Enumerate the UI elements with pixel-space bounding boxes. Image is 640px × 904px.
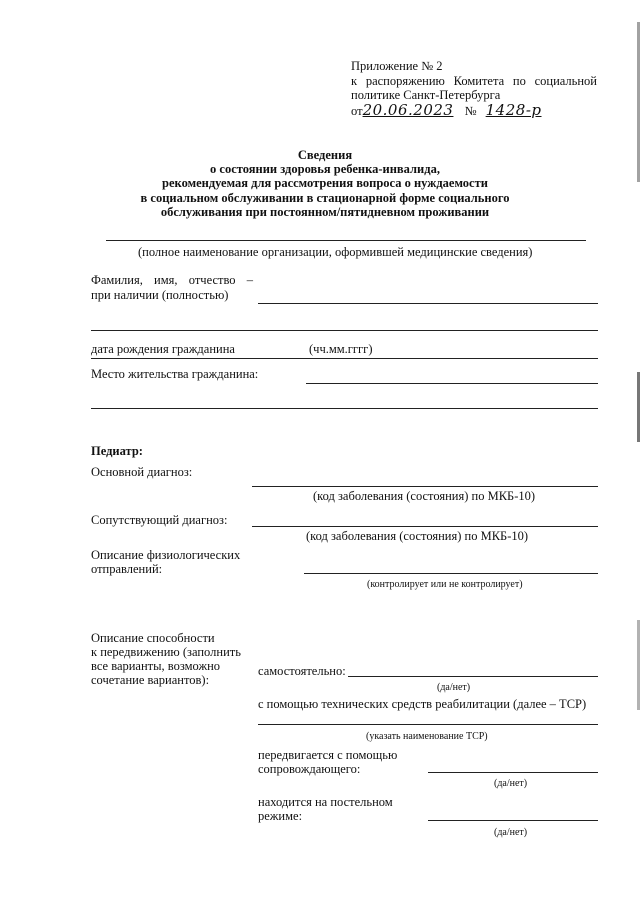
fio-field[interactable] [258,303,598,304]
fio-label: Фамилия, имя, отчество – [91,273,253,287]
physio-label-line2: отправлений: [91,562,163,576]
document-title [120,148,530,219]
physio-caption: (контролирует или не контролирует) [367,579,523,590]
residence-field[interactable] [306,383,598,384]
physio-field[interactable] [304,573,598,574]
birth-date-format: (чч.мм.гггг) [309,342,373,356]
handwritten-date: 20.06.2023 [362,100,454,119]
org-name-caption: (полное наименование организации, оформившей медицинские сведения) [138,245,533,259]
yes-no-caption: (да/нет) [494,827,528,838]
appendix-date-line [351,100,597,119]
appendix-number: Приложение № 2 [351,59,443,73]
self-movement-field[interactable] [348,676,598,677]
bed-rest-label: находится на постельном [258,795,393,809]
icd-caption: (код заболевания (состояния) по МКБ-10) [313,489,536,503]
date-prefix: от [351,103,363,118]
birth-date-field[interactable] [91,358,598,359]
residence-field-extra[interactable] [91,408,598,409]
residence-label: Место жительства гражданина: [91,367,259,381]
birth-date-label: дата рождения гражданина [91,342,235,356]
org-name-field[interactable] [106,240,586,241]
appendix-order-line: к распоряжению Комитета по социальной [351,73,597,88]
secondary-diagnosis-field[interactable] [252,526,598,527]
title-line: о состоянии здоровья ребенка-инвалида, [210,162,440,177]
mobility-label: Описание способности [91,631,215,645]
handwritten-number: 1428-р [485,100,542,119]
mobility-label-line2: к передвижению (заполнить [91,645,241,659]
main-diagnosis-field[interactable] [252,486,598,487]
title-line: обслуживания при постоянном/пятидневном проживании [160,204,490,219]
icd-caption: (код заболевания (состояния) по МКБ-10) [306,529,529,543]
fio-label-line2: при наличии (полностью) [91,288,229,302]
secondary-diagnosis-label: Сопутствующий диагноз: [91,513,228,527]
yes-no-caption: (да/нет) [494,778,528,789]
bed-rest-label-line2: режиме: [258,809,303,823]
tsr-caption: (указать наименование ТСР) [366,731,488,742]
escort-field[interactable] [428,772,598,773]
main-diagnosis-label: Основной диагноз: [91,465,193,479]
escort-label-line2: сопровождающего: [258,762,361,776]
self-movement-label: самостоятельно: [258,664,346,678]
title-line: Сведения [297,148,353,162]
fio-field-extra[interactable] [91,330,598,331]
appendix-header [351,59,597,119]
yes-no-caption: (да/нет) [437,682,471,693]
bed-rest-field[interactable] [428,820,598,821]
mobility-label-line3: все варианты, возможно [91,659,221,673]
title-line: рекомендуемая для рассмотрения вопроса о нуждаемости [162,176,488,191]
tsr-label: с помощью технических средств реабилитации (далее – ТСР) [258,697,587,711]
mobility-label-line4: сочетание вариантов): [91,673,210,687]
appendix-committee-line: политике Санкт-Петербурга [351,88,501,102]
physio-label: Описание физиологических [91,548,241,562]
tsr-field[interactable] [258,724,598,725]
title-line: в социальном обслуживании в стационарной форме социального [140,190,510,205]
escort-label: передвигается с помощью [258,748,398,762]
number-prefix: № [464,103,477,118]
pediatrician-heading: Педиатр: [91,444,143,458]
